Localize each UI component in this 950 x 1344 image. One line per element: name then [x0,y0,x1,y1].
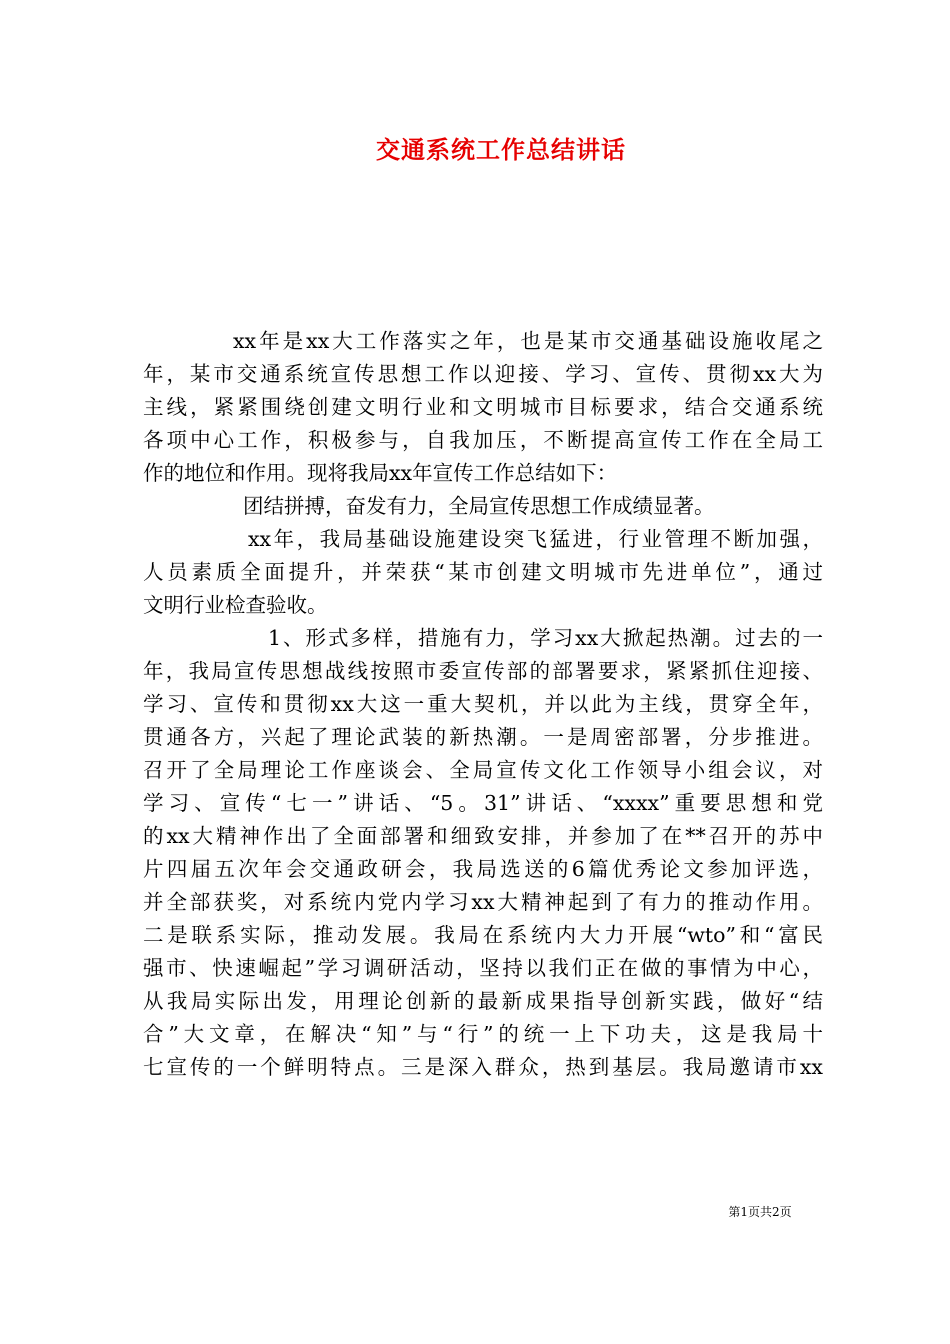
body-line: 贯通各方，兴起了理论武装的新热潮。一是周密部署，分步推进。 [143,725,823,749]
page-number: 第1页共2页 [728,1205,792,1219]
section-heading: 团结拼搏，奋发有力，全局宣传思想工作成绩显著。 [243,494,715,518]
body-line: 七宣传的一个鲜明特点。三是深入群众，热到基层。我局邀请市xx [143,1055,823,1079]
body-line: 作的地位和作用。现将我局xx年宣传工作总结如下： [143,461,618,485]
body-line: 片四届五次年会交通政研会，我局选送的6篇优秀论文参加评选， [143,857,823,881]
body-line: 从我局实际出发，用理论创新的最新成果指导创新实践，做好“结 [143,989,823,1013]
body-line: 1、形式多样，措施有力，学习xx大掀起热潮。过去的一 [268,626,823,650]
body-line: 各项中心工作，积极参与，自我加压，不断提高宣传工作在全局工 [143,428,823,452]
body-line: 人员素质全面提升，并荣获“某市创建文明城市先进单位”，通过 [143,560,823,584]
body-line: xx年，我局基础设施建设突飞猛进，行业管理不断加强， [248,527,823,551]
body-line: 学习、宣传“七一”讲话、“5。31”讲话、“xxxx”重要思想和党 [143,791,823,815]
body-line: 二是联系实际，推动发展。我局在系统内大力开展“wto”和“富民 [143,923,823,947]
body-line: 强市、快速崛起”学习调研活动，坚持以我们正在做的事情为中心， [143,956,823,980]
body-line: 召开了全局理论工作座谈会、全局宣传文化工作领导小组会议，对 [143,758,823,782]
body-line: 文明行业检查验收。 [143,593,328,617]
body-line: 的xx大精神作出了全面部署和细致安排，并参加了在**召开的苏中 [143,824,823,848]
body-line: 并全部获奖，对系统内党内学习xx大精神起到了有力的推动作用。 [143,890,823,914]
body-line: 年，某市交通系统宣传思想工作以迎接、学习、宣传、贯彻xx大为 [143,362,823,386]
document-body [143,325,823,1084]
body-line: 学习、宣传和贯彻xx大这一重大契机，并以此为主线，贯穿全年， [143,692,823,716]
body-line: 年，我局宣传思想战线按照市委宣传部的部署要求，紧紧抓住迎接、 [143,659,823,683]
body-line: xx年是xx大工作落实之年，也是某市交通基础设施收尾之 [233,329,823,353]
document-title: 交通系统工作总结讲话 [376,136,626,164]
body-line: 合”大文章，在解决“知”与“行”的统一上下功夫，这是我局十 [143,1022,823,1046]
body-line: 主线，紧紧围绕创建文明行业和文明城市目标要求，结合交通系统 [143,395,823,419]
